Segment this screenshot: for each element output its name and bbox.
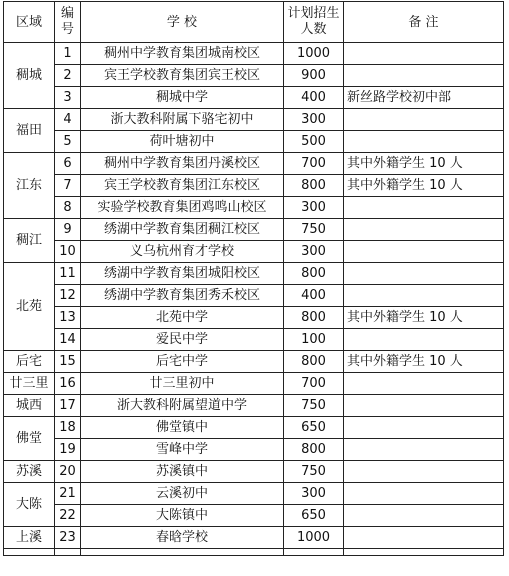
remark-cell (344, 373, 504, 395)
quota-cell: 800 (284, 439, 344, 461)
table-row (4, 307, 504, 329)
school-cell: 云溪初中 (81, 483, 284, 505)
remark-cell: 其中外籍学生 10 人 (344, 351, 504, 373)
region-cell: 上溪 (4, 527, 55, 549)
school-cell: 稠州中学教育集团城南校区 (81, 43, 284, 65)
number-cell: 9 (55, 219, 81, 241)
table-row (4, 505, 504, 527)
remark-cell (344, 131, 504, 153)
quota-cell: 750 (284, 219, 344, 241)
number-cell: 12 (55, 285, 81, 307)
empty-cell (55, 549, 81, 556)
document-page (3, 1, 504, 556)
number-cell: 18 (55, 417, 81, 439)
quota-cell: 650 (284, 505, 344, 527)
school-cell: 廿三里初中 (81, 373, 284, 395)
region-cell: 佛堂 (4, 417, 55, 461)
quota-cell: 1000 (284, 527, 344, 549)
quota-cell: 1000 (284, 43, 344, 65)
enrollment-table (3, 1, 504, 556)
number-cell: 19 (55, 439, 81, 461)
table-row (4, 263, 504, 285)
number-cell: 15 (55, 351, 81, 373)
remark-cell (344, 461, 504, 483)
table-row (4, 527, 504, 549)
quota-cell: 800 (284, 175, 344, 197)
table-row (4, 241, 504, 263)
table-row (4, 65, 504, 87)
number-cell: 7 (55, 175, 81, 197)
header-quota: 计划招生人数 (284, 2, 344, 43)
school-cell: 北苑中学 (81, 307, 284, 329)
table-row (4, 329, 504, 351)
quota-cell: 800 (284, 307, 344, 329)
number-cell: 14 (55, 329, 81, 351)
number-cell: 13 (55, 307, 81, 329)
remark-cell (344, 527, 504, 549)
table-row (4, 197, 504, 219)
remark-cell (344, 109, 504, 131)
header-row (4, 2, 504, 43)
number-cell: 10 (55, 241, 81, 263)
number-cell: 8 (55, 197, 81, 219)
empty-cell (344, 549, 504, 556)
remark-cell: 新丝路学校初中部 (344, 87, 504, 109)
table-row (4, 439, 504, 461)
school-cell: 绣湖中学教育集团稠江校区 (81, 219, 284, 241)
remark-cell (344, 43, 504, 65)
remark-cell (344, 65, 504, 87)
school-cell: 宾王学校教育集团江东校区 (81, 175, 284, 197)
quota-cell: 300 (284, 483, 344, 505)
table-row-continued (4, 549, 504, 556)
school-cell: 大陈镇中 (81, 505, 284, 527)
school-cell: 实验学校教育集团鸡鸣山校区 (81, 197, 284, 219)
remark-cell: 其中外籍学生 10 人 (344, 153, 504, 175)
table-row (4, 131, 504, 153)
remark-cell (344, 505, 504, 527)
table-row (4, 461, 504, 483)
number-cell: 17 (55, 395, 81, 417)
school-cell: 宾王学校教育集团宾王校区 (81, 65, 284, 87)
table-row (4, 109, 504, 131)
quota-cell: 500 (284, 131, 344, 153)
region-cell: 城西 (4, 395, 55, 417)
number-cell: 11 (55, 263, 81, 285)
school-cell: 浙大教科附属下骆宅初中 (81, 109, 284, 131)
remark-cell (344, 197, 504, 219)
quota-cell: 300 (284, 197, 344, 219)
school-cell: 荷叶塘初中 (81, 131, 284, 153)
quota-cell: 700 (284, 373, 344, 395)
school-cell: 春晗学校 (81, 527, 284, 549)
quota-cell: 700 (284, 153, 344, 175)
empty-cell (284, 549, 344, 556)
header-remark: 备 注 (344, 2, 504, 43)
school-cell: 绣湖中学教育集团城阳校区 (81, 263, 284, 285)
number-cell: 5 (55, 131, 81, 153)
empty-cell (81, 549, 284, 556)
number-cell: 6 (55, 153, 81, 175)
region-cell: 苏溪 (4, 461, 55, 483)
table-row (4, 43, 504, 65)
header-region: 区域 (4, 2, 55, 43)
region-cell: 北苑 (4, 263, 55, 351)
school-cell: 苏溪镇中 (81, 461, 284, 483)
table-row (4, 153, 504, 175)
school-cell: 浙大教科附属望道中学 (81, 395, 284, 417)
quota-cell: 800 (284, 351, 344, 373)
number-cell: 21 (55, 483, 81, 505)
remark-cell (344, 395, 504, 417)
table-row (4, 285, 504, 307)
quota-cell: 650 (284, 417, 344, 439)
table-row (4, 351, 504, 373)
table-row (4, 395, 504, 417)
remark-cell (344, 219, 504, 241)
remark-cell (344, 329, 504, 351)
remark-cell: 其中外籍学生 10 人 (344, 175, 504, 197)
remark-cell: 其中外籍学生 10 人 (344, 307, 504, 329)
region-cell: 廿三里 (4, 373, 55, 395)
number-cell: 4 (55, 109, 81, 131)
header-number: 编号 (55, 2, 81, 43)
number-cell: 22 (55, 505, 81, 527)
quota-cell: 800 (284, 263, 344, 285)
quota-cell: 750 (284, 395, 344, 417)
quota-cell: 400 (284, 87, 344, 109)
remark-cell (344, 263, 504, 285)
number-cell: 23 (55, 527, 81, 549)
school-cell: 雪峰中学 (81, 439, 284, 461)
quota-cell: 300 (284, 109, 344, 131)
school-cell: 稠城中学 (81, 87, 284, 109)
number-cell: 20 (55, 461, 81, 483)
region-cell: 大陈 (4, 483, 55, 527)
quota-cell: 400 (284, 285, 344, 307)
table-row (4, 483, 504, 505)
region-cell: 后宅 (4, 351, 55, 373)
school-cell: 爱民中学 (81, 329, 284, 351)
number-cell: 1 (55, 43, 81, 65)
region-cell: 稠江 (4, 219, 55, 263)
region-cell: 稠城 (4, 43, 55, 109)
empty-cell (4, 549, 55, 556)
school-cell: 义乌杭州育才学校 (81, 241, 284, 263)
remark-cell (344, 439, 504, 461)
remark-cell (344, 417, 504, 439)
school-cell: 稠州中学教育集团丹溪校区 (81, 153, 284, 175)
number-cell: 3 (55, 87, 81, 109)
remark-cell (344, 241, 504, 263)
number-cell: 2 (55, 65, 81, 87)
header-school: 学 校 (81, 2, 284, 43)
remark-cell (344, 285, 504, 307)
quota-cell: 750 (284, 461, 344, 483)
school-cell: 佛堂镇中 (81, 417, 284, 439)
quota-cell: 100 (284, 329, 344, 351)
table-row (4, 417, 504, 439)
remark-cell (344, 483, 504, 505)
number-cell: 16 (55, 373, 81, 395)
table-row (4, 175, 504, 197)
table-row (4, 373, 504, 395)
region-cell: 江东 (4, 153, 55, 219)
table-row (4, 219, 504, 241)
quota-cell: 300 (284, 241, 344, 263)
table-row (4, 87, 504, 109)
region-cell: 福田 (4, 109, 55, 153)
quota-cell: 900 (284, 65, 344, 87)
school-cell: 后宅中学 (81, 351, 284, 373)
school-cell: 绣湖中学教育集团秀禾校区 (81, 285, 284, 307)
